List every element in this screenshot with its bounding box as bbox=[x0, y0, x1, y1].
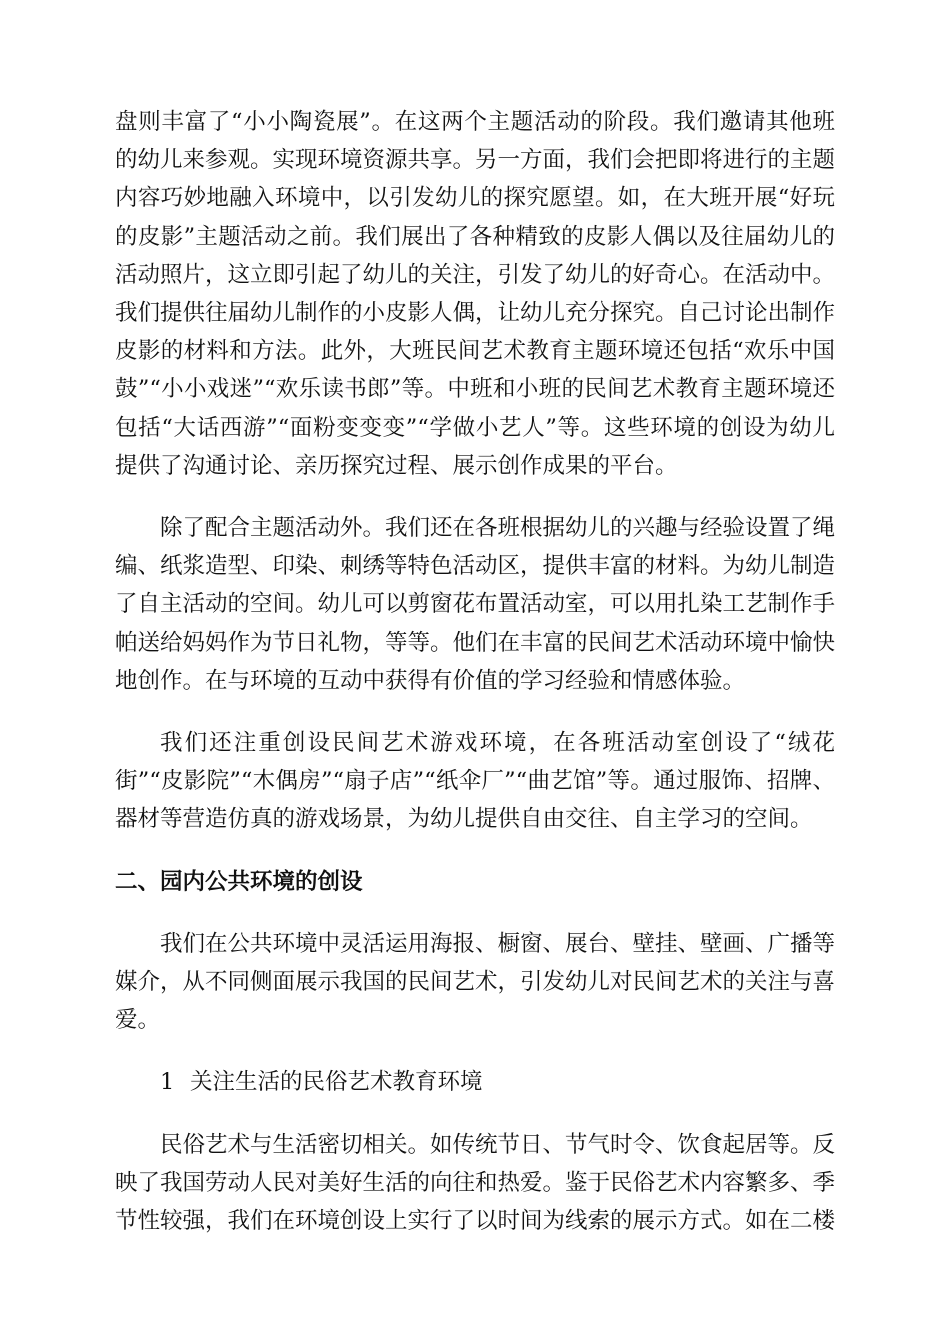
paragraph-special-areas: 除了配合主题活动外。我们还在各班根据幼儿的兴趣与经验设置了绳编、纸浆造型、印染、刺绣等特色活动区，提供丰富的材料。为幼儿制造了自主活动的空间。幼儿可以剪窗花布置活动室，可以用扎染工艺制作手帕送给妈妈作为节日礼物，等等。他们在丰富的民间艺术活动环境中愉快地创作。在与环境的互动中获得有价值的学习经验和情感体验。 bbox=[115, 515, 836, 694]
subsection-number: 1 bbox=[160, 1069, 175, 1096]
section-heading: 二、园内公共环境的创设 bbox=[115, 868, 363, 895]
paragraph-public-environment: 我们在公共环境中灵活运用海报、橱窗、展台、壁挂、壁画、广播等媒介，从不同侧面展示我国的民间艺术，引发幼儿对民间艺术的关注与喜爱。 bbox=[115, 930, 836, 1034]
paragraph-continued: 盘则丰富了“小小陶瓷展”。在这两个主题活动的阶段。我们邀请其他班的幼儿来参观。实现环境资源共享。另一方面，我们会把即将进行的主题内容巧妙地融入环境中，以引发幼儿的探究愿望。如，在大班开展“好玩的皮影”主题活动之前。我们展出了各种精致的皮影人偶以及往届幼儿的活动照片，这立即引起了幼儿的关注，引发了幼儿的好奇心。在活动中。我们提供往届幼儿制作的小皮影人偶，让幼儿充分探究。自己讨论出制作皮影的材料和方法。此外，大班民间艺术教育主题环境还包括“欢乐中国鼓”“小小戏迷”“欢乐读书郎”等。中班和小班的民间艺术教育主题环境还包括“大话西游”“面粉变变变”“学做小艺人”等。这些环境的创设为幼儿提供了沟通讨论、亲历探究过程、展示创作成果的平台。 bbox=[115, 109, 836, 479]
subsection-title: 关注生活的民俗艺术教育环境 bbox=[190, 1069, 483, 1096]
document-page bbox=[115, 103, 835, 1264]
subsection-heading bbox=[115, 1063, 835, 1101]
paragraph-folk-art: 民俗艺术与生活密切相关。如传统节日、节气时令、饮食起居等。反映了我国劳动人民对美好生活的向往和热爱。鉴于民俗艺术内容繁多、季节性较强，我们在环境创设上实行了以时间为线索的展示方式。如在二楼 bbox=[115, 1131, 836, 1235]
paragraph-game-environment: 我们还注重创设民间艺术游戏环境，在各班活动室创设了“绒花街”“皮影院”“木偶房”“扇子店”“纸伞厂”“曲艺馆”等。通过服饰、招牌、器材等营造仿真的游戏场景，为幼儿提供自由交往、自主学习的空间。 bbox=[115, 730, 835, 833]
